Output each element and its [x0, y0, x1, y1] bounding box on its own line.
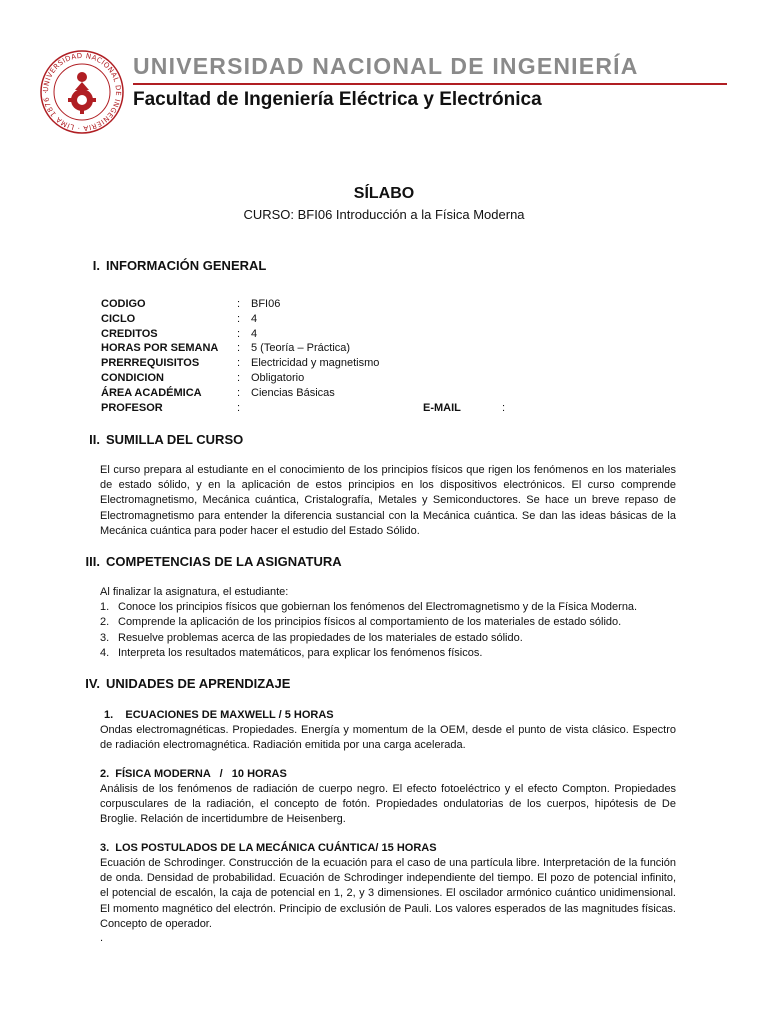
university-seal-logo: [40, 50, 124, 134]
info-label: HORAS POR SEMANA: [101, 342, 219, 355]
section-title: COMPETENCIAS DE LA ASIGNATURA: [106, 554, 342, 569]
info-row-codigo: [101, 297, 521, 312]
list-number: 1.: [100, 601, 110, 614]
list-text: Interpreta los resultados matemáticos, para explicar los fenómenos físicos.: [118, 646, 483, 659]
info-label: ÁREA ACADÉMICA: [101, 386, 202, 399]
header-divider: [133, 83, 727, 85]
section-heading-sumilla: [74, 432, 243, 447]
email-label: E-MAIL: [423, 402, 461, 414]
list-number: 4.: [100, 646, 110, 659]
section-heading-unidades: [74, 676, 290, 691]
list-text: Conoce los principios físicos que gobiernan los fenómenos del Electromagnetismo y de la Física Moderna.: [118, 601, 638, 614]
section-number: IV.: [85, 676, 100, 691]
info-value: BFI06: [251, 298, 281, 310]
unit-text-2: Análisis de los fenómenos de radiación de cuerpo negro. El efecto fotoeléctrico y el efecto Compton. Propiedades corpusculares de la radiación, el concepto de fotón. Propiedades ondulatorias de los cuerpos, hipótesis de De Broglie. Relación de incertidumbre de Heisenberg.: [100, 783, 676, 826]
info-value: Electricidad y magnetismo: [251, 357, 380, 370]
svg-text:UNIVERSIDAD NACIONAL DE INGENI: UNIVERSIDAD NACIONAL DE INGENIERIA · LIMA 1876 ·: [41, 51, 123, 133]
info-colon: :: [237, 371, 241, 384]
info-colon: :: [237, 312, 241, 325]
section-title: UNIDADES DE APRENDIZAJE: [106, 676, 291, 691]
info-colon: :: [237, 298, 241, 310]
general-info-table: [101, 297, 521, 415]
unit-title-1: 1. ECUACIONES DE MAXWELL / 5 HORAS: [104, 709, 334, 721]
info-label: CODIGO: [101, 298, 146, 310]
info-colon: :: [237, 401, 241, 414]
list-number: 3.: [100, 631, 110, 644]
list-item: [100, 615, 700, 630]
section-number: I.: [92, 258, 100, 273]
section-number: III.: [85, 554, 100, 569]
section-title: SUMILLA DEL CURSO: [106, 432, 244, 447]
info-label: CICLO: [101, 312, 136, 325]
info-row-creditos: [101, 327, 521, 342]
section-title: INFORMACIÓN GENERAL: [106, 258, 267, 273]
section-heading-competencias: [74, 554, 342, 569]
info-label: CONDICION: [101, 371, 164, 384]
faculty-name: Facultad de Ingeniería Eléctrica y Electrónica: [133, 89, 542, 110]
list-item: [100, 646, 700, 661]
info-row-prerrequisitos: [101, 356, 521, 371]
course-subtitle: CURSO: BFI06 Introducción a la Física Moderna: [243, 207, 525, 222]
info-value: Obligatorio: [251, 371, 305, 384]
sumilla-paragraph: El curso prepara al estudiante en el conocimiento de los principios físicos que rigen los fenómenos en los materiales de estado sólido, y en la aplicación de estos principios en los dispositivos electrónicos. El curso comprende Electromagnetismo, Mecánica cuántica, Cristalografía, Metales y Semiconductores. Se hace un breve repaso de Electromagnetismo para entender la diferencia sustancial con la Mecánica cuántica. Se dan las ideas básicas de la Mecánica cuántica para poder hacer el estudio del Estado Sólido.: [100, 464, 676, 537]
unit-title-2: 2. FÍSICA MODERNA / 10 HORAS: [100, 768, 287, 780]
trailing-mark: .: [100, 932, 104, 944]
info-label: CREDITOS: [101, 327, 158, 340]
info-colon: :: [237, 327, 241, 340]
info-label: PRERREQUISITOS: [101, 357, 200, 370]
info-colon: :: [237, 386, 241, 399]
competencias-list: [100, 585, 700, 661]
info-label: PROFESOR: [101, 401, 163, 414]
university-name: UNIVERSIDAD NACIONAL DE INGENIERÍA: [133, 53, 639, 79]
info-row-area: [101, 386, 521, 401]
unit-text-3: Ecuación de Schrodinger. Construcción de la ecuación para el caso de una partícula libre. Interpretación de la función de onda. Densidad de probabilidad. Ecuación de Schrodinger independiente del tiempo. El pozo de potencial infinito, el potencial de escalón, la caja de potencial en 1, 2, y 3 dimensiones. El oscilador armónico cuántico unidimensional. El momento magnético del electrón. Principio de exclusión de Pauli. Los valores esperados de las magnitudes físicas. Concepto de operador.: [100, 857, 676, 930]
list-text: Resuelve problemas acerca de las propiedades de los materiales de estado sólido.: [118, 631, 523, 644]
info-row-condicion: [101, 371, 521, 386]
info-colon: :: [237, 342, 241, 355]
info-row-ciclo: [101, 312, 521, 327]
list-item: [100, 631, 700, 646]
list-number: 2.: [100, 616, 110, 629]
info-value: 5 (Teoría – Práctica): [251, 342, 351, 355]
section-number: II.: [89, 432, 100, 447]
competencias-intro: Al finalizar la asignatura, el estudiante:: [100, 586, 289, 598]
info-value: 4: [251, 327, 258, 340]
email-colon: :: [502, 402, 506, 414]
document-title: SÍLABO: [353, 185, 415, 202]
unit-title-3: 3. LOS POSTULADOS DE LA MECÁNICA CUÁNTICA/ 15 HORAS: [100, 842, 437, 854]
list-text: Comprende la aplicación de los principios físicos al comportamiento de los materiales de estado sólido.: [118, 616, 622, 629]
list-item: [100, 600, 700, 615]
info-value: Ciencias Básicas: [251, 386, 335, 399]
info-value: 4: [251, 312, 258, 325]
unit-text-1: Ondas electromagnéticas. Propiedades. Energía y momentum de la OEM, desde el punto de vista clásico. Espectro de radiación electromagnética. Radiación emitida por una carga acelerada.: [100, 724, 676, 752]
section-heading-info: [74, 258, 266, 273]
info-row-horas: [101, 341, 521, 356]
info-colon: :: [237, 357, 241, 370]
